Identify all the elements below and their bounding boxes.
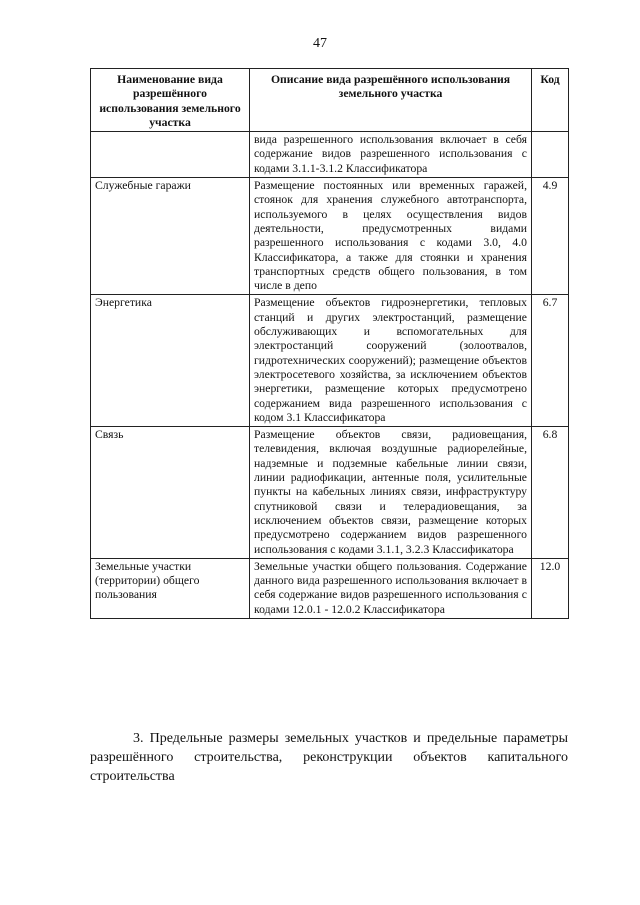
land-use-table: [90, 68, 569, 619]
row-code: 4.9: [532, 178, 569, 295]
row-code: 6.7: [532, 295, 569, 427]
table-row: [91, 558, 569, 618]
row-description: вида разрешенного использования включает в себя содержание видов разрешенного использования с кодами 3.1.1-3.1.2 Классификатора: [250, 132, 532, 178]
table-header: [91, 69, 569, 132]
row-name: [91, 132, 250, 178]
page-number: 47: [313, 36, 327, 51]
header-description: Описание вида разрешённого использования земельного участка: [250, 69, 532, 132]
row-description: Размещение объектов связи, радиовещания, телевидения, включая воздушные радиорелейные, надземные и подземные кабельные линии связи, линии радиофикации, антенные поля, усилительные пункты на кабельных линиях связи, инфраструктуру спутниковой связи и телерадиовещания, за исключением объектов связи, размещение которых предусмотрено содержанием видов разрешенного использования с кодами 3.1.1, 3.2.3 Классификатора: [250, 427, 532, 559]
row-code: 12.0: [532, 558, 569, 618]
row-description: Размещение постоянных или временных гаражей, стоянок для хранения служебного автотранспорта, используемого в целях осуществления видов деятельности, предусмотренных видами разрешенного использования с кодами 3.0, 4.0 Классификатора, а также для стоянки и хранения транспортных средств общего пользования, в том числе в депо: [250, 178, 532, 295]
table-row: [91, 427, 569, 559]
row-description: Размещение объектов гидроэнергетики, тепловых станций и других электростанций, размещение обслуживающих и вспомогательных для электростанций сооружений (золоотвалов, гидротехнических сооружений); размещение объектов электросетевого хозяйства, за исключением объектов энергетики, размещение которых предусмотрено содержанием вида разрешенного использования с кодом 3.1 Классификатора: [250, 295, 532, 427]
row-description: Земельные участки общего пользования. Содержание данного вида разрешенного использования включает в себя содержание видов разрешенного использования с кодами 12.0.1 - 12.0.2 Классификатора: [250, 558, 532, 618]
row-name: Земельные участки (территории) общего пользования: [91, 558, 250, 618]
table-row: [91, 178, 569, 295]
table-header-row: [91, 69, 569, 132]
table-body: [91, 132, 569, 619]
section-heading: 3. Предельные размеры земельных участков и предельные параметры разрешённого строительства, реконструкции объектов капитального строительства: [90, 731, 568, 784]
table-row: [91, 132, 569, 178]
row-name: Энергетика: [91, 295, 250, 427]
row-code: [532, 132, 569, 178]
header-code: Код: [532, 69, 569, 132]
table-row: [91, 295, 569, 427]
row-name: Служебные гаражи: [91, 178, 250, 295]
header-name: Наименование вида разрешённого использования земельного участка: [91, 69, 250, 132]
row-name: Связь: [91, 427, 250, 559]
row-code: 6.8: [532, 427, 569, 559]
